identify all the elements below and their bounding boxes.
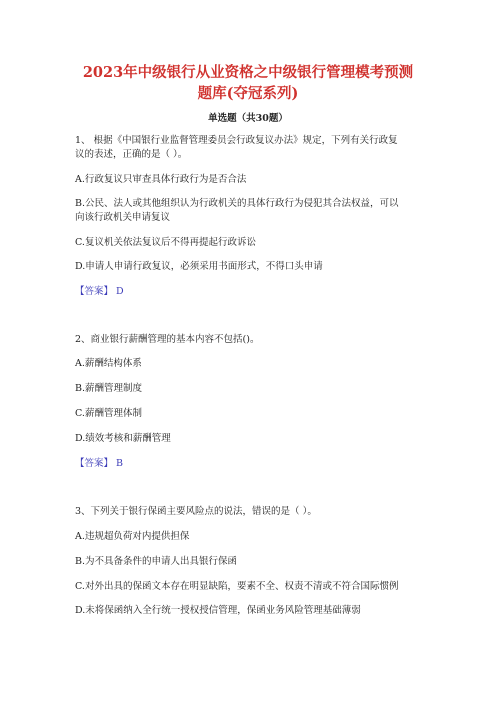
question-3-option-a: A.违规超负荷对内提供担保 bbox=[75, 531, 190, 542]
document-title bbox=[40, 62, 456, 104]
question-1-option-d: D.申请人申请行政复议，必须采用书面形式，不得口头申请 bbox=[75, 261, 323, 272]
question-2-option-d: D.绩效考核和薪酬管理 bbox=[75, 433, 171, 444]
question-1-option-b-line-2: 向该行政机关申请复议 bbox=[75, 212, 171, 223]
question-2-option-b: B.薪酬管理制度 bbox=[75, 383, 143, 394]
question-3-stem: 3、下列关于银行保函主要风险点的说法，错误的是（ ）。 bbox=[75, 506, 317, 517]
question-2-option-c: C.薪酬管理体制 bbox=[75, 408, 142, 419]
question-1-option-c: C.复议机关依法复议后不得再提起行政诉讼 bbox=[75, 237, 256, 248]
question-1-answer: 【答案】 D bbox=[75, 286, 124, 297]
question-3-option-d: D.未将保函纳入全行统一授权授信管理，保函业务风险管理基础薄弱 bbox=[75, 605, 361, 616]
question-1-stem-line-2: 议的表述，正确的是（ ）。 bbox=[75, 149, 188, 160]
question-1-stem-line-1: 1、 根据《中国银行业监督管理委员会行政复议办法》规定，下列有关行政复 bbox=[75, 135, 398, 146]
question-3-option-c: C.对外出具的保函文本存在明显缺陷，要素不全、权责不清或不符合国际惯例 bbox=[75, 581, 399, 592]
question-2-stem: 2、商业银行薪酬管理的基本内容不包括()。 bbox=[75, 334, 260, 345]
question-3-option-b: B.为不具备条件的申请人出具银行保函 bbox=[75, 556, 238, 567]
question-1-option-a: A.行政复议只审查具体行政行为是否合法 bbox=[75, 174, 247, 185]
section-heading: 单选题（共30题） bbox=[208, 113, 288, 124]
title-line-1: 2023年中级银行从业资格之中级银行管理模考预测 bbox=[82, 64, 414, 81]
title-line-2: 题库(夺冠系列) bbox=[197, 85, 299, 102]
question-2-option-a: A.薪酬结构体系 bbox=[75, 358, 142, 369]
question-1-option-b-line-1: B.公民、法人或其他组织认为行政机关的具体行政行为侵犯其合法权益，可以 bbox=[75, 198, 399, 209]
question-2-answer: 【答案】 B bbox=[75, 458, 124, 469]
